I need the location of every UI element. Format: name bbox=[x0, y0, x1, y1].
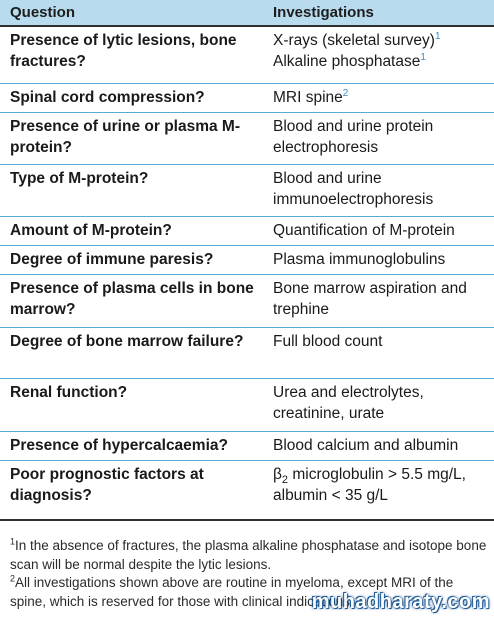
question-cell: Spinal cord compression? bbox=[0, 83, 263, 112]
question-cell: Degree of bone marrow failure? bbox=[0, 327, 263, 378]
table-row bbox=[0, 327, 494, 378]
question-cell: Degree of immune paresis? bbox=[0, 245, 263, 274]
table-row bbox=[0, 431, 494, 460]
investigation-cell bbox=[263, 83, 494, 112]
table-row bbox=[0, 378, 494, 431]
investigation-text: albumin < 35 g/L bbox=[273, 486, 389, 504]
table-header-row bbox=[0, 0, 494, 26]
footnote-mark: 1 bbox=[10, 536, 16, 547]
column-header-investigations: Investigations bbox=[263, 0, 494, 26]
question-cell: Presence of urine or plasma M-protein? bbox=[0, 112, 263, 164]
footnote-text: All investigations shown above are routine in myeloma, except MRI of the spine, which is reserved for those with clinical indications. bbox=[10, 575, 454, 609]
table-row bbox=[0, 112, 494, 164]
question-cell: Type of M-protein? bbox=[0, 164, 263, 216]
investigation-cell: Bone marrow aspiration and trephine bbox=[263, 274, 494, 327]
beta-symbol: β bbox=[273, 465, 282, 483]
investigation-text: Alkaline phosphatase bbox=[273, 53, 421, 70]
investigation-cell bbox=[263, 460, 494, 520]
investigation-cell: Quantification of M-protein bbox=[263, 216, 494, 245]
table-row bbox=[0, 164, 494, 216]
investigation-cell: Plasma immunoglobulins bbox=[263, 245, 494, 274]
investigation-cell: Blood and urine protein electrophoresis bbox=[263, 112, 494, 164]
table-row bbox=[0, 245, 494, 274]
table-row bbox=[0, 26, 494, 83]
footnote-mark: 2 bbox=[10, 573, 16, 584]
investigation-text: X-rays (skeletal survey) bbox=[273, 32, 435, 49]
table-row bbox=[0, 274, 494, 327]
investigation-text: microglobulin > 5.5 mg/L, bbox=[288, 465, 466, 483]
question-cell: Presence of plasma cells in bone marrow? bbox=[0, 274, 263, 327]
investigation-text: MRI spine bbox=[273, 88, 343, 106]
footnote-text: In the absence of fractures, the plasma alkaline phosphatase and isotope bone scan will be normal despite the lytic lesions. bbox=[10, 538, 487, 572]
table-row bbox=[0, 83, 494, 112]
investigation-cell bbox=[263, 26, 494, 83]
investigation-cell: Blood and urine immunoelectrophoresis bbox=[263, 164, 494, 216]
question-cell: Presence of lytic lesions, bone fractures? bbox=[0, 26, 263, 83]
beta-subscript: 2 bbox=[281, 473, 289, 486]
table-row bbox=[0, 460, 494, 520]
question-cell: Amount of M-protein? bbox=[0, 216, 263, 245]
footnote-marker: 1 bbox=[420, 51, 426, 63]
investigation-cell: Full blood count bbox=[263, 327, 494, 378]
question-cell: Poor prognostic factors at diagnosis? bbox=[0, 460, 263, 520]
investigation-cell: Urea and electrolytes, creatinine, urate bbox=[263, 378, 494, 431]
column-header-question: Question bbox=[0, 0, 263, 26]
table-body bbox=[0, 26, 494, 520]
investigation-cell: Blood calcium and albumin bbox=[263, 431, 494, 460]
question-cell: Renal function? bbox=[0, 378, 263, 431]
footnote-marker: 1 bbox=[434, 30, 441, 42]
watermark-logo: muhadharaty.com bbox=[311, 591, 490, 613]
footnote-marker: 2 bbox=[342, 87, 349, 99]
table-row bbox=[0, 216, 494, 245]
footnote-1 bbox=[10, 537, 488, 574]
question-cell: Presence of hypercalcaemia? bbox=[0, 431, 263, 460]
